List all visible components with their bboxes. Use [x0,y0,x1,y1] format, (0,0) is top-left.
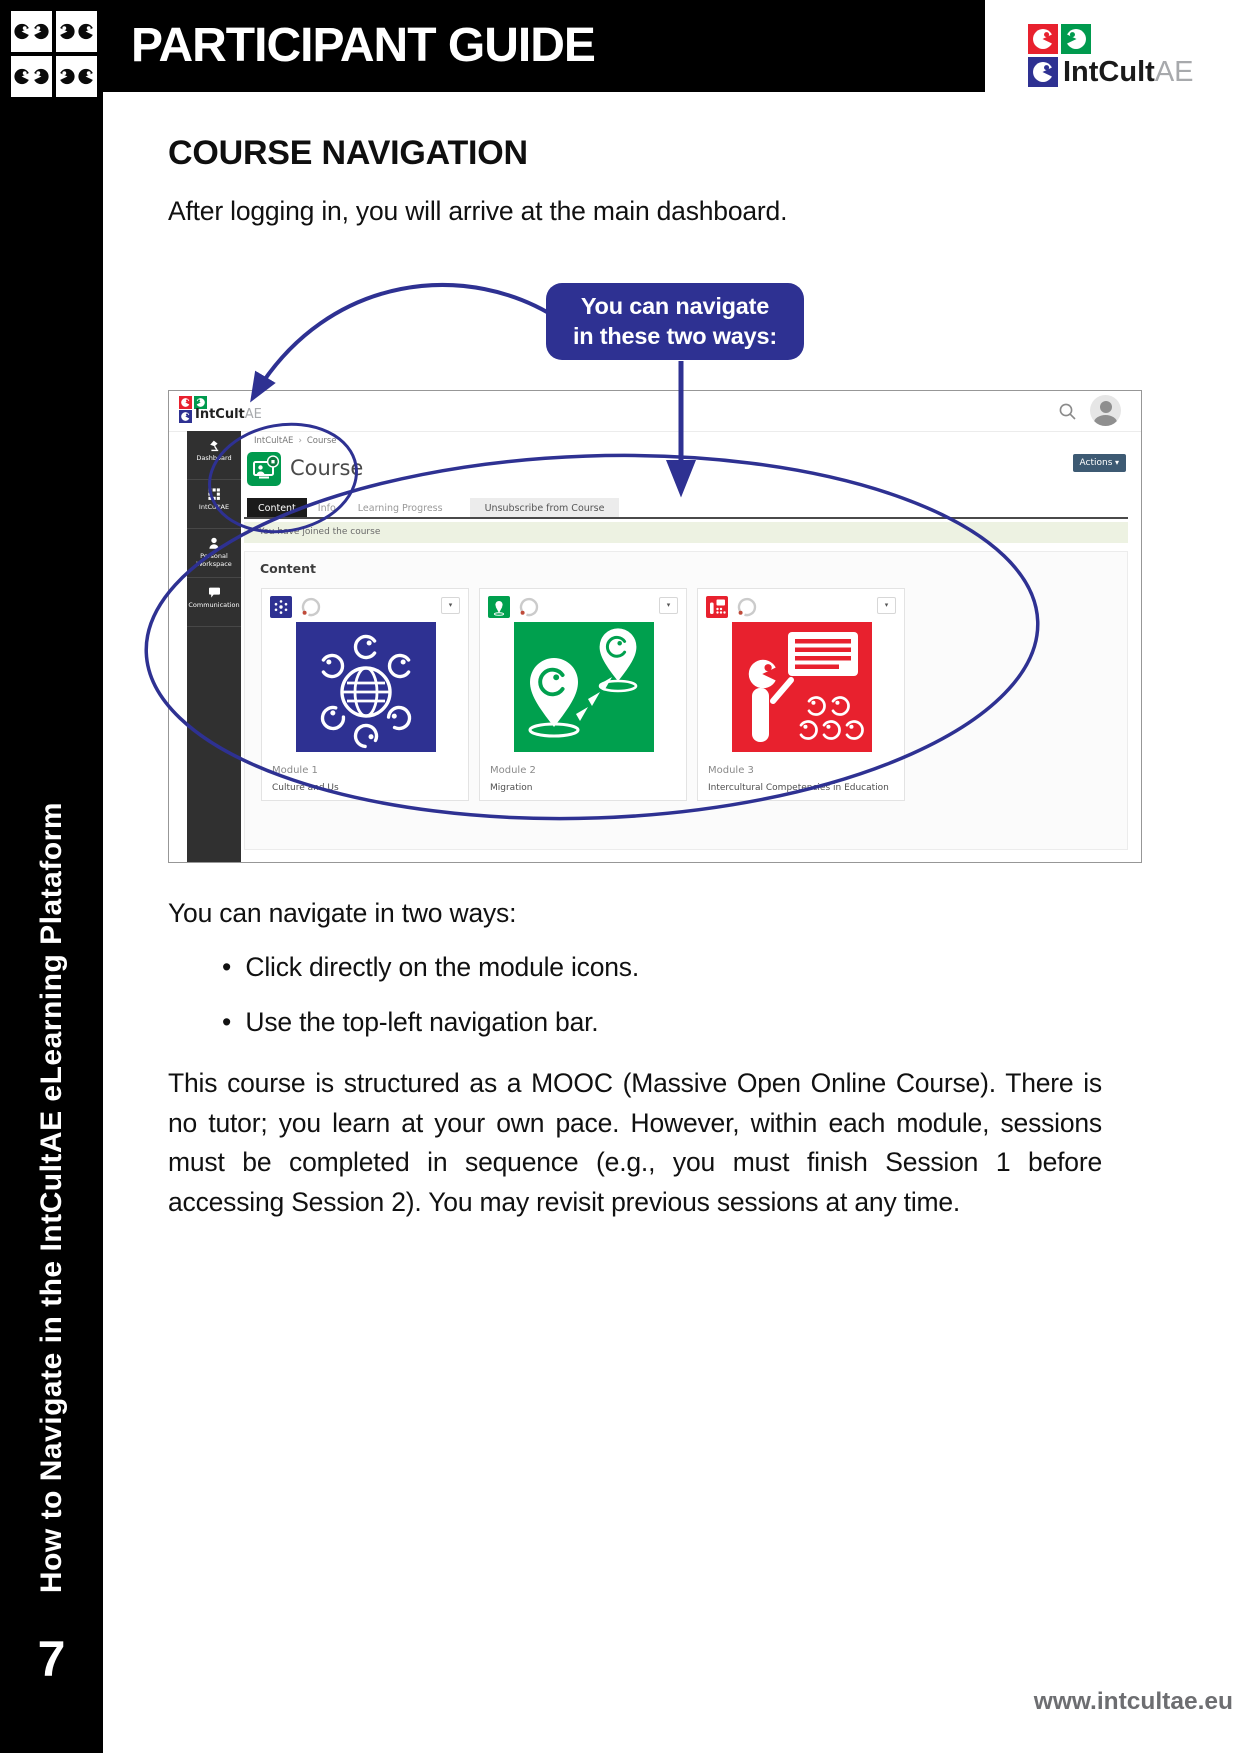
logo-tile [56,11,97,52]
progress-ring-icon [517,596,539,618]
side-rail [0,0,103,1753]
brand-green-face-icon [194,394,207,407]
sidebar-item-dashboard[interactable]: Dashboard [187,431,241,480]
module1-chip-icon [270,596,292,618]
callout-line1: You can navigate [580,293,770,319]
tab-info[interactable]: Info [317,503,336,514]
course-tabs [247,498,619,519]
intro-text: After logging in, you will arrive at the main dashboard. [168,196,788,226]
bullet-list [222,952,639,1062]
content-heading: Content [260,561,316,576]
module-name: Module 2 [490,765,536,776]
chevron-right-icon: › [298,436,302,446]
sidebar-item-communication[interactable]: Communication [187,578,241,627]
platform-wordmark: IntCultAE [195,407,262,422]
tabs-divider [244,517,1128,519]
platform-logo[interactable] [179,394,262,422]
page-number: 7 [37,1631,66,1687]
sidebar-item-intcultae[interactable]: IntCultAE [187,480,241,529]
mooc-paragraph: This course is structured as a MOOC (Massive Open Online Course). There is no tutor; you learn at your own pace. However, within each module, sessions must be completed in sequence (e.g., you must finish Session 1 before accessing Session 2). You may revisit previous sessions at any time. [168,1068,1102,1217]
platform-topbar [169,391,1141,432]
brand-blue-face-icon [179,408,192,421]
module-card-2[interactable] [479,588,687,801]
module-name: Module 3 [708,765,754,776]
logo-tile [11,11,52,52]
module-card-3[interactable] [697,588,905,801]
module2-tile[interactable] [514,622,654,752]
module-cards [261,588,905,801]
content-panel [244,551,1128,850]
person-icon [207,536,221,550]
rail-vertical-title: How to Navigate in the IntCultAE eLearning Plataform [34,801,68,1593]
brand-red-face-icon [179,394,192,407]
breadcrumb-root[interactable]: IntCultAE [254,436,294,446]
module2-chip-icon [488,596,510,618]
sidebar-item-personal-workspace[interactable]: Personal Workspace [187,529,241,578]
card-dropdown-button[interactable] [659,597,678,614]
module3-tile[interactable] [732,622,872,752]
actions-button[interactable]: Actions ▾ [1073,454,1126,472]
guide-title: PARTICIPANT GUIDE [131,19,595,72]
intcultae-logo-mono-icon [11,11,99,97]
brand-wordmark: IntCultAE [1063,56,1194,88]
dashboard-screenshot [168,390,1142,863]
logo-tile [56,56,97,97]
progress-ring-icon [299,596,321,618]
card-dropdown-button[interactable] [877,597,896,614]
callout-bubble [546,283,804,360]
grid-icon [207,487,221,501]
tab-content[interactable]: Content [247,498,307,519]
callout-line2: in these two ways: [572,323,778,349]
tab-unsubscribe[interactable]: Unsubscribe from Course [470,498,620,519]
logo-tile [11,56,52,97]
masthead [0,0,985,92]
breadcrumb-current[interactable]: Course [306,436,337,446]
chat-icon [207,585,221,599]
tab-learning-progress[interactable]: Learning Progress [357,503,443,514]
bullet-item: • Click directly on the module icons. [222,952,639,983]
module-subtitle: Culture and Us [272,783,339,793]
module-subtitle: Migration [490,783,533,793]
section-title: COURSE NAVIGATION [168,134,528,172]
module-card-1[interactable] [261,588,469,801]
lamp-icon [207,438,221,452]
platform-sidebar [187,431,241,862]
brand-green-face-icon [1061,24,1091,54]
module1-tile[interactable] [296,622,436,752]
bullet-item: • Use the top-left navigation bar. [222,1007,639,1038]
brand-blue-face-icon [1028,57,1058,87]
user-avatar[interactable] [1090,395,1121,426]
course-title: Course [290,456,364,480]
brand-red-face-icon [1028,24,1058,54]
nav-intro-text: You can navigate in two ways: [168,898,517,928]
footer-url: www.intcultae.eu [1033,1688,1233,1715]
course-icon [247,452,281,486]
avatar-head [1100,401,1112,413]
joined-message-bar: You have joined the course [244,522,1128,543]
module-name: Module 1 [272,765,318,776]
breadcrumb[interactable] [254,436,337,446]
intcultae-logo [1028,24,1194,90]
card-dropdown-button[interactable] [441,597,460,614]
avatar-body [1094,415,1117,427]
module-subtitle: Intercultural Competencies in Education [708,783,889,793]
search-icon[interactable] [1058,402,1077,421]
progress-ring-icon [735,596,757,618]
module3-chip-icon [706,596,728,618]
curved-arrow [254,285,560,396]
